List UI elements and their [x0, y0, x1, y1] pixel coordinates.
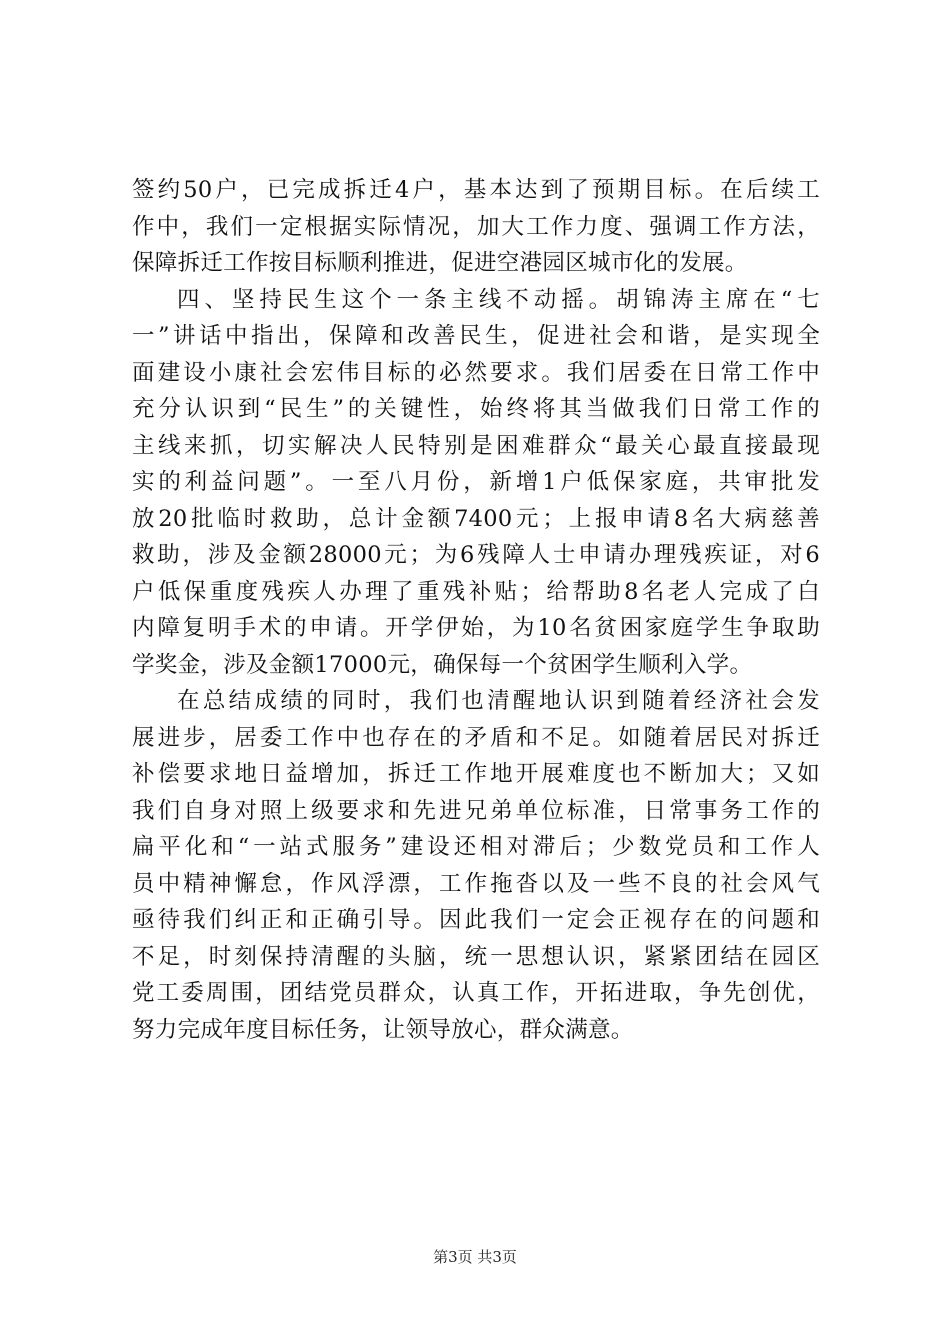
text-line: 努力完成年度目标任务，让领导放心，群众满意。: [132, 1016, 634, 1043]
text-line: 救助，涉及金额28000元；为6残障人士申请办理残疾证，对6: [132, 542, 820, 568]
text-line: 保障拆迁工作按目标顺利推进，促进空港园区城市化的发展。: [132, 250, 748, 276]
text-line: 户低保重度残疾人办理了重残补贴；给帮助8名老人完成了白: [132, 578, 820, 605]
text-line: 面建设小康社会宏伟目标的必然要求。我们居委在日常工作中: [132, 359, 820, 386]
text-line: 党工委周围，团结党员群众，认真工作，开拓进取，争先创优，: [132, 980, 820, 1006]
text-line: 不足，时刻保持清醒的头脑，统一思想认识，紧紧团结在园区: [132, 943, 820, 970]
text-line: 作中，我们一定根据实际情况，加大工作力度、强调工作方法，: [132, 213, 820, 240]
text-line: 学奖金，涉及金额17000元，确保每一个贫困学生顺利入学。: [132, 651, 753, 678]
text-line: 签约50户，已完成拆迁4户，基本达到了预期目标。在后续工: [132, 177, 820, 203]
text-line: 主线来抓，切实解决人民特别是困难群众“最关心最直接最现: [132, 432, 820, 459]
text-line: 补偿要求地日益增加，拆迁工作地开展难度也不断加大；又如: [132, 761, 820, 787]
text-line: 员中精神懈怠，作风浮漂，工作拖沓以及一些不良的社会风气: [132, 870, 820, 897]
text-line: 展进步，居委工作中也存在的矛盾和不足。如随着居民对拆迁: [132, 724, 820, 751]
text-line: 扁平化和“一站式服务”建设还相对滞后；少数党员和工作人: [132, 834, 820, 860]
text-line: 亟待我们纠正和正确引导。因此我们一定会正视存在的问题和: [132, 907, 820, 933]
text-line: 一”讲话中指出，保障和改善民生，促进社会和谐，是实现全: [132, 323, 820, 349]
paragraph-start-line: 四、坚持民生这个一条主线不动摇。胡锦涛主席在“七: [177, 286, 820, 313]
page-number-footer: 第3页 共3页: [433, 1248, 517, 1266]
text-line: 放20批临时救助，总计金额7400元；上报申请8名大病慈善: [132, 505, 820, 532]
text-line: 内障复明手术的申请。开学伊始，为10名贫困家庭学生争取助: [132, 615, 820, 641]
text-line: 我们自身对照上级要求和先进兄弟单位标准，日常事务工作的: [132, 797, 820, 824]
text-line: 实的利益问题”。一至八月份，新增1户低保家庭，共审批发: [132, 469, 820, 495]
document-body: [132, 172, 820, 1048]
text-line: 充分认识到“民生”的关键性，始终将其当做我们日常工作的: [132, 396, 820, 422]
paragraph-start-line: 在总结成绩的同时，我们也清醒地认识到随着经济社会发: [177, 688, 820, 714]
